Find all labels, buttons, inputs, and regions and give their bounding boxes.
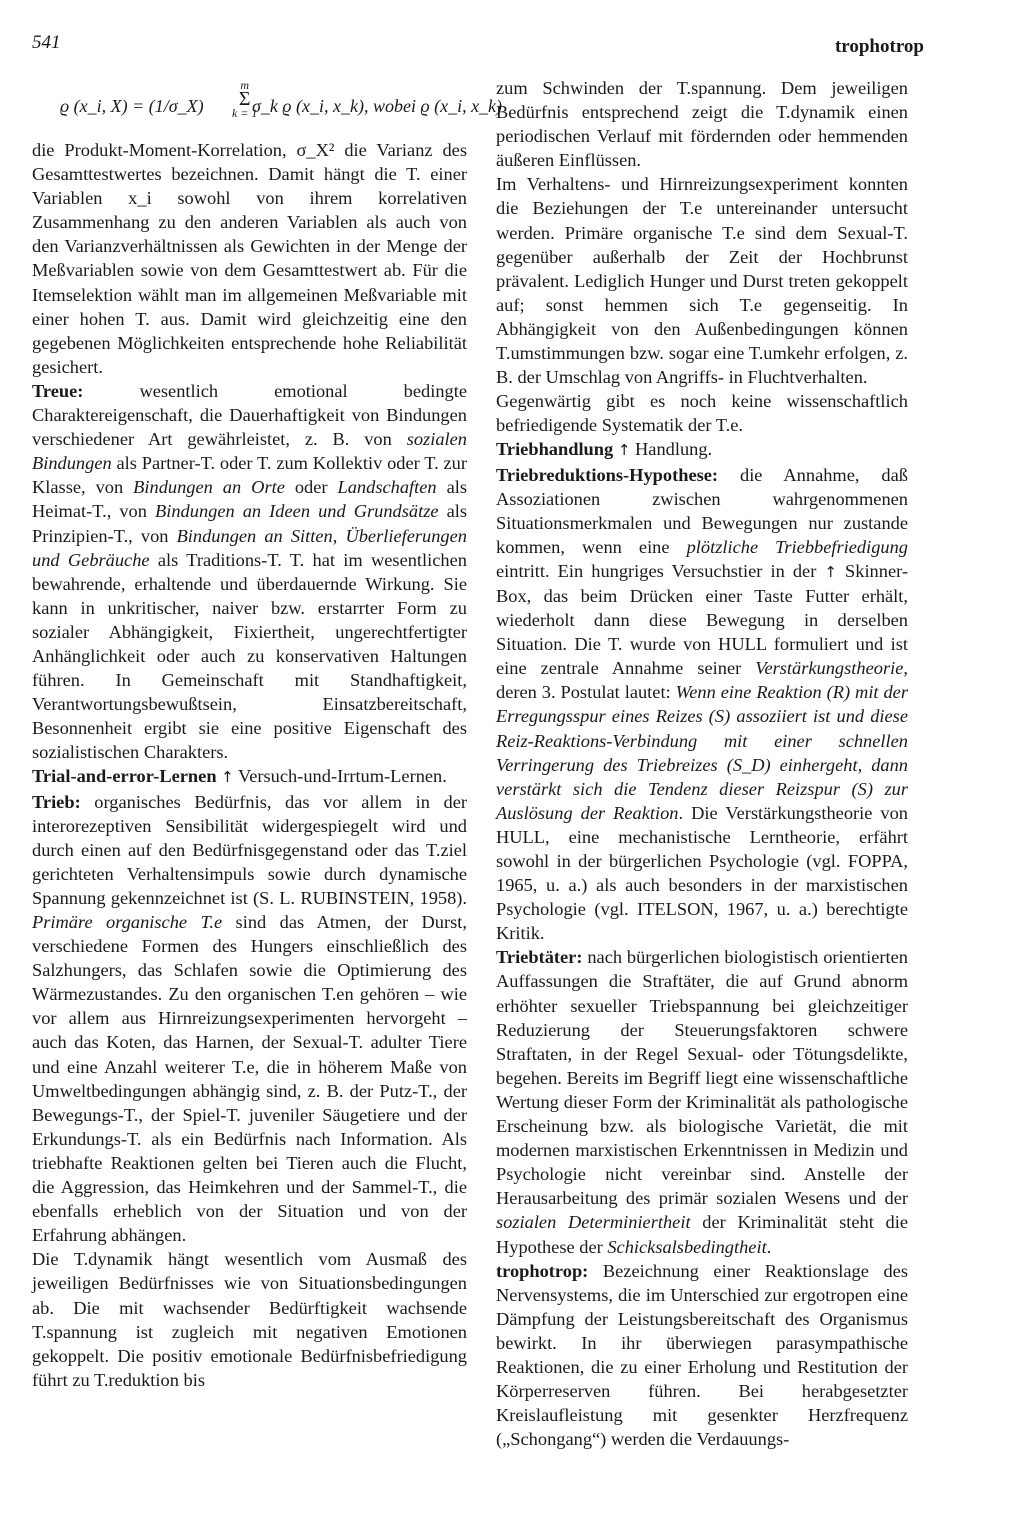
cross-reference-arrow-icon: ↑ <box>824 562 837 581</box>
entry-term: Trial-and-error-Lernen <box>32 766 217 787</box>
formula-lhs: ϱ (x_i, X) = (1/σ_X) <box>60 96 204 116</box>
cross-reference-arrow-icon: ↑ <box>221 768 234 787</box>
entry-term: trophotrop: <box>496 1260 589 1281</box>
entry-trial-and-error: Trial-and-error-Lernen ↑ Versuch-und-Irrtum-Lernen. <box>32 766 447 787</box>
right-column <box>496 76 908 1451</box>
left-column <box>32 76 503 1392</box>
entry-term: Triebhandlung <box>496 439 614 460</box>
entry-term: Triebtäter: <box>496 947 583 968</box>
entry-trophotrop: trophotrop: Bezeichnung einer Reaktionslage des Nervensystems, die im Unterschied zur ergotropen eine Dämpfung der Leistungsbereitschaft des Organismus bewirkt. In ihr überwiegen parasympathische Reaktionen, die zu einer Erholung und Restitution der Körperreserven führen. Bei herabgesetzter Kreislaufleistung mit gesenkter Herzfrequenz („Schongang“) werden die Verdauungs- <box>496 1260 908 1450</box>
paragraph-triebdynamik: Die T.dynamik hängt wesentlich vom Ausmaß des jeweiligen Bedürfnisses wie von Situationsbedingungen ab. Die mit wachsender Bedürftigkeit wachsende T.spannung ist zugleich mit negativen Emotionen gekoppelt. Die positiv emotionale Bedürfnisbefriedigung führt zu T.reduktion bis <box>32 1249 467 1390</box>
paragraph-systematik: Gegenwärtig gibt es noch keine wissenschaftlich befriedigende Systematik der T.e. <box>496 391 908 436</box>
entry-triebtaeter: Triebtäter: nach bürgerlichen biologistisch orientierten Auffassungen die Straftäter, die auf Grund abnorm erhöhter sexueller Triebspannung bei gleichzeitiger Reduzierung der Steuerungsfaktoren schwere Straftaten, in der Regel Sexual- oder Tötungsdelikte, begehen. Bereits im Begriff liegt eine wissenschaftliche Wertung dieser Form der Kriminalität als pathologische Erscheinung bzw. als biologische Varietät, die mit modernen marxistischen Erkenntnissen in Medizin und Psychologie nicht vereinbar sind. Anstelle der Herausarbeitung des primär sozialen Wesens und der sozialen Determiniertheit der Kriminalität steht die Hypothese der Schicksalsbedingtheit. <box>496 947 908 1257</box>
sum-sign: Σ <box>238 88 251 110</box>
sum-lower-limit: k = 1 <box>232 106 258 120</box>
page-number: 541 <box>32 32 61 53</box>
paragraph-verhaltensexperiment: Im Verhaltens- und Hirnreizungsexperiment konnten die Beziehungen der T.e untereinander untersucht werden. Primäre organische T.e sind dem Sexual-T. gegenüber außerhalb der Zeit der Hochbrunst prävalent. Lediglich Hunger und Durst treten gekoppelt auf; sonst hemmen sich T.e gegenseitig. In Abhängigkeit von den Außenbedingungen können T.umstimmungen bzw. sogar eine T.umkehr erfolgen, z. B. der Umschlag von Angriffs- in Fluchtverhalten. <box>496 174 908 388</box>
paragraph-continuation: zum Schwinden der T.spannung. Dem jeweiligen Bedürfnis entsprechend zeigt die T.dynamik einen periodischen Verlauf mit fördernden oder hemmenden äußeren Einflüssen. <box>496 78 908 171</box>
entry-trieb: Trieb: organisches Bedürfnis, das vor allem in der interorezeptiven Sensibilität widergespiegelt wird und durch einen auf den Bedürfnisgegenstand oder das T.ziel gerichteten Verhaltensimpuls sowie durch dynamische Spannung gekennzeichnet ist (S. L. RUBINSTEIN, 1958). Primäre organische T.e sind das Atmen, der Durst, verschiedene Formen des Hungers einschließlich des Salzhungers, das Schlafen sowie die Optimierung des Wärmezustandes. Zu den organischen T.en gehören – wie vor allem aus Hirnreizungsexperimenten hervorgeht – auch das Koten, das Harnen, der Sexual-T. adulter Tiere und eine Anzahl weiterer T.e, die in höherem Maße von Umweltbedingungen abhängig sind, z. B. der Putz-T., der Bewegungs-T., der Spiel-T. juveniler Säugetiere und der Erkundungs-T. als ein Bedürfnis nach Information. Als triebhafte Reaktionen gelten bei Tieren auch die Flucht, die Aggression, das Heimkehren und der Sammel-T., die ebenfalls erheblich von der Situation und von der Erfahrung abhängen. <box>32 791 467 1246</box>
formula-rhs: σ_k ϱ (x_i, x_k), wobei ϱ (x_i, x_k) <box>252 96 503 116</box>
sum-upper-limit: m <box>240 78 250 92</box>
running-head: trophotrop <box>834 36 924 57</box>
entry-treue: Treue: wesentlich emotional bedingte Charaktereigenschaft, die Dauerhaftigkeit von Bindungen verschiedener Art gewährleistet, z. B. von sozialen Bindungen als Partner-T. oder T. zum Kollektiv oder T. zur Klasse, von Bindungen an Orte oder Landschaften als Heimat-T., von Bindungen an Ideen und Grundsätze als Prinzipien-T., von Bindungen an Sitten, Überlieferungen und Gebräuche als Traditions-T. T. hat im wesentlichen bewahrende, erhaltende und überdauernde Wirkung. Sie kann in unkritischer, naiver bzw. erstarrter Form zu sozialer Abhängigkeit, Fixiertheit, ungerechtfertigter Anhänglichkeit oder auch zu konservativen Haltungen führen. In Gemeinschaft mit Standhaftigkeit, Verantwortungsbewußtsein, Einsatzbereitschaft, Besonnenheit ergibt sie eine positive Eigenschaft des sozialistischen Charakters. <box>32 380 468 763</box>
entry-triebreduktions-hypothese: Triebreduktions-Hypothese: die Annahme, daß Assoziationen zwischen wahrgenommenen Situationsmerkmalen und Bewegungen nur zustande kommen, wenn eine plötzliche Triebbefriedigung eintritt. Ein hungriges Versuchstier in der ↑ Skinner-Box, das beim Drücken einer Taste Futter erhält, wiederholt dann diese Bewegung in derselben Situation. Die T. wurde von HULL formuliert und ist eine zentrale Annahme seiner Verstärkungstheorie, deren 3. Postulat lautet: Wenn eine Reaktion (R) mit der Erregungsspur eines Reizes (S) assoziiert ist und diese Reiz-Reaktions-Verbindung mit einer schnellen Verringerung des Triebreizes (S_D) einhergeht, dann verstärkt sich die Tendenz dieser Reizspur (S) zur Auslösung der Reaktion. Die Verstärkungstheorie von HULL, eine mechanistische Lerntheorie, erfährt sowohl in der bürgerlichen Psychologie (vgl. FOPPA, 1965, u. a.) als auch besonders in der marxistischen Psychologie (vgl. ITELSON, 1967, u. a.) berechtigte Kritik. <box>496 464 908 944</box>
formula <box>32 76 503 138</box>
entry-term: Treue: <box>32 380 84 401</box>
cross-reference-arrow-icon: ↑ <box>617 441 631 460</box>
entry-term: Triebreduktions-Hypothese: <box>496 464 719 485</box>
paragraph-formula-continuation: die Produkt-Moment-Korrelation, σ_X² die Varianz des Gesamttestwertes bezeichnen. Damit hängt die T. einer Variablen x_i sowohl von ihrem korrelativen Zusammenhang zu den anderen Variablen als auch von den Varianzverhältnissen als Gewichten in der Menge der Meßvariablen sowie von dem Gesamttestwert ab. Für die Itemselektion wählt man im allgemeinen Meßvariable mit einer hohen T. aus. Damit wird gleichzeitig eine den gegebenen Möglichkeiten entsprechende hohe Reliabilität gesichert. <box>32 140 467 377</box>
entry-triebhandlung: Triebhandlung ↑ Handlung. <box>496 439 713 460</box>
entry-term: Trieb: <box>32 791 81 812</box>
